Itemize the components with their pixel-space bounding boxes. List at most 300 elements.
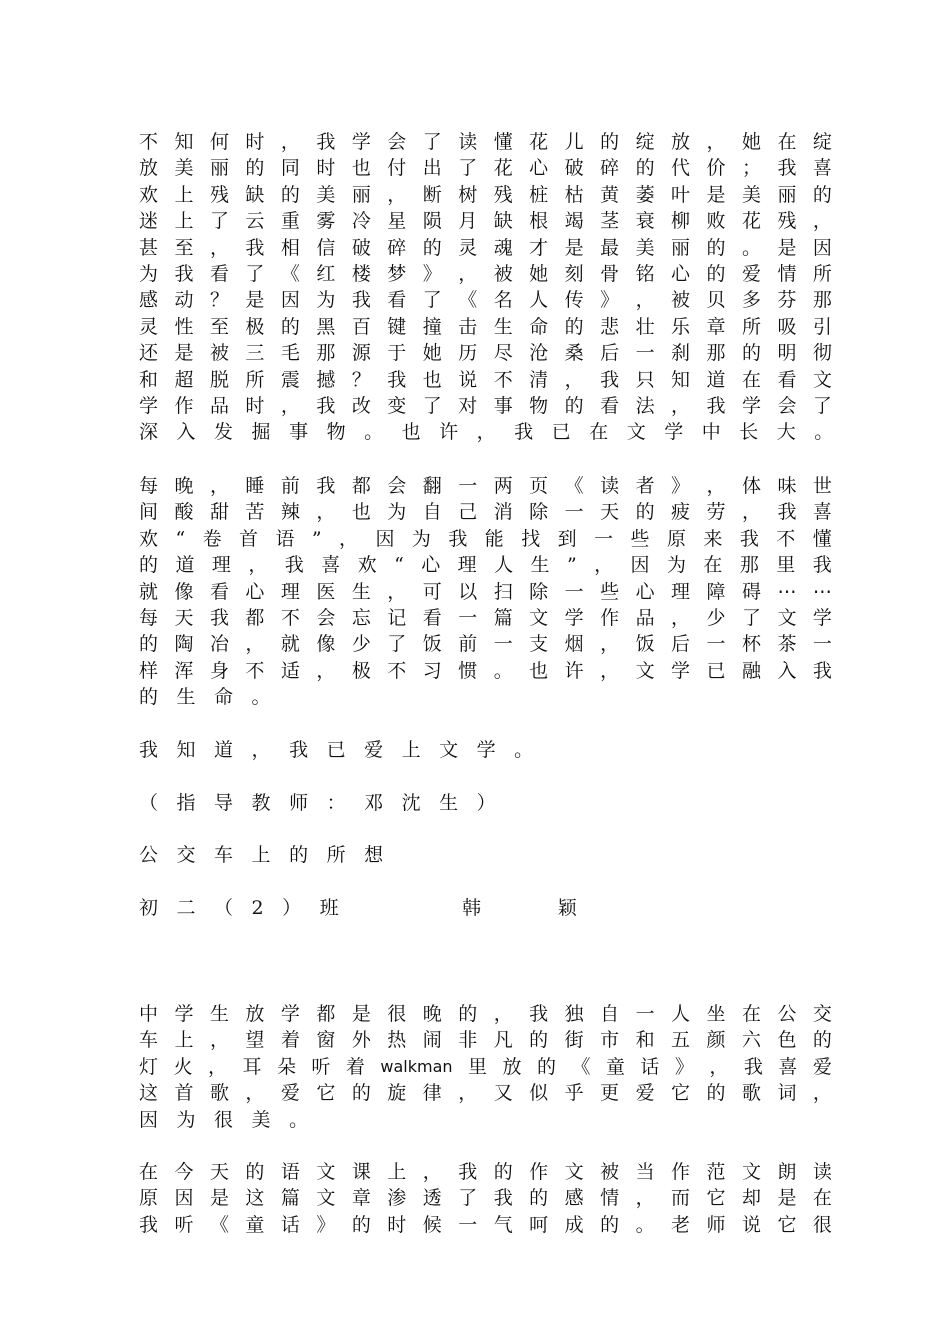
character: 彻 [812, 342, 832, 365]
character: 我 [458, 1161, 478, 1183]
character: 生 [351, 580, 371, 603]
text-line [139, 790, 832, 816]
character: 知 [176, 739, 196, 761]
character: 交 [812, 1003, 832, 1025]
character: 性 [174, 315, 194, 338]
character: 己 [458, 501, 478, 524]
character: 桑 [564, 342, 584, 365]
character: 生 [530, 554, 550, 577]
character: 绽 [812, 131, 832, 153]
character: ， [812, 1082, 832, 1105]
character: 所 [245, 368, 265, 391]
character: 2 [251, 897, 264, 919]
character: 了 [741, 606, 761, 629]
character: 在 [741, 1003, 761, 1025]
text-line [139, 314, 832, 340]
character: 已 [551, 421, 571, 444]
character: 页 [529, 475, 549, 497]
character: 一 [564, 501, 584, 524]
character: 的 [280, 315, 300, 338]
character: 了 [422, 131, 442, 153]
character: 也 [401, 421, 421, 444]
character: 老 [671, 1213, 691, 1236]
character: 法 [635, 394, 655, 417]
character: 习 [422, 659, 442, 682]
character: 的 [635, 157, 655, 180]
character: 是 [245, 289, 265, 312]
character: 找 [521, 527, 541, 550]
character: 桩 [529, 183, 549, 206]
character: 公 [139, 844, 159, 866]
character: 章 [706, 315, 726, 338]
character: 它 [706, 1187, 726, 1210]
character: 欢 [357, 554, 377, 577]
paragraph-5 [139, 1159, 832, 1238]
character: 。 [741, 236, 761, 259]
character: 是 [706, 183, 726, 206]
character: 对 [458, 394, 478, 417]
character: 的 [600, 1213, 620, 1236]
character: 会 [387, 131, 407, 153]
character: 五 [671, 1029, 691, 1052]
character: 原 [666, 527, 686, 550]
character: 心 [635, 580, 655, 603]
character: 是 [777, 236, 797, 259]
character: 的 [706, 262, 726, 285]
character: 都 [351, 475, 371, 497]
character: 市 [600, 1029, 620, 1052]
character: ， [339, 527, 359, 550]
character: ， [387, 580, 407, 603]
character: 撼 [316, 368, 336, 391]
character: 每 [139, 475, 159, 497]
character: 童 [245, 1213, 265, 1236]
character: 文 [439, 739, 459, 761]
character: 我 [316, 475, 336, 497]
character: 被 [671, 289, 691, 312]
character: 所 [326, 844, 346, 866]
character: 丽 [351, 183, 371, 206]
character: 学 [671, 659, 691, 682]
character: ， [671, 394, 691, 417]
character: 的 [351, 1082, 371, 1105]
character: 何 [209, 131, 229, 153]
character: 才 [529, 236, 549, 259]
character: 我 [351, 289, 371, 312]
character: 六 [741, 1029, 761, 1052]
character: 丽 [209, 157, 229, 180]
character: 能 [484, 527, 504, 550]
character: 文 [626, 421, 646, 444]
character: ， [458, 262, 478, 285]
character: 不 [493, 368, 513, 391]
character: 喜 [812, 501, 832, 524]
character: 冷 [351, 210, 371, 233]
character: 文 [741, 1161, 761, 1183]
character: 因 [630, 554, 650, 577]
character: 竭 [564, 210, 584, 233]
character: 萎 [635, 183, 655, 206]
character: 除 [529, 501, 549, 524]
character: 听 [311, 1055, 331, 1078]
character: 的 [536, 1055, 556, 1078]
character: 和 [635, 1029, 655, 1052]
author-byline [139, 895, 832, 921]
character: ； [741, 157, 761, 180]
character: 了 [422, 394, 442, 417]
character: 已 [326, 739, 346, 761]
character: 感 [139, 289, 159, 312]
character: 烟 [564, 633, 584, 656]
character: ， [209, 475, 229, 497]
character: 我 [139, 1213, 159, 1236]
character: 灯 [139, 1055, 159, 1078]
character: 懂 [812, 527, 832, 550]
character: 她 [741, 131, 761, 153]
character: 情 [777, 262, 797, 285]
character: 懂 [493, 131, 513, 153]
character: 作 [671, 1161, 691, 1183]
character: 中 [701, 421, 721, 444]
character: 除 [529, 580, 549, 603]
character: 黑 [316, 315, 336, 338]
character: 败 [706, 210, 726, 233]
character: 的 [564, 315, 584, 338]
character: 也 [351, 157, 371, 180]
character: 看 [600, 394, 620, 417]
character: 我 [174, 262, 194, 285]
character: 大 [776, 421, 796, 444]
character: 时 [245, 131, 265, 153]
byline-line [139, 895, 832, 921]
character: 车 [214, 844, 234, 866]
character: ， [387, 183, 407, 206]
character: 读 [812, 1161, 832, 1183]
character: 甜 [209, 501, 229, 524]
character: 时 [316, 157, 336, 180]
character: 坐 [706, 1003, 726, 1025]
character: 我 [284, 554, 304, 577]
character: 说 [741, 1213, 761, 1236]
character: 学 [351, 131, 371, 153]
character: 自 [422, 501, 442, 524]
character: （ [214, 897, 234, 919]
character: “ [394, 554, 404, 577]
character: 车 [139, 1029, 159, 1052]
character: 劳 [706, 501, 726, 524]
character: 的 [706, 236, 726, 259]
character: ， [741, 501, 761, 524]
character: 碎 [387, 236, 407, 259]
character: 天 [600, 501, 620, 524]
paragraph-4 [139, 1001, 832, 1133]
character: 尽 [493, 342, 513, 365]
character: 喜 [321, 554, 341, 577]
character: 的 [351, 1213, 371, 1236]
character: 独 [564, 1003, 584, 1025]
character: 了 [458, 1187, 478, 1210]
character: 看 [209, 262, 229, 285]
character: 说 [458, 368, 478, 391]
character: 引 [812, 315, 832, 338]
character: 翻 [422, 475, 442, 497]
character: ， [245, 1082, 265, 1105]
character: 气 [493, 1213, 513, 1236]
character: 话 [640, 1055, 660, 1078]
character: 那 [812, 289, 832, 312]
character: 壮 [635, 315, 655, 338]
character: ， [207, 1055, 227, 1078]
character: 作 [529, 1161, 549, 1183]
character: 文 [777, 606, 797, 629]
character: 《 [209, 1213, 229, 1236]
character: 于 [387, 342, 407, 365]
character: 陨 [422, 210, 442, 233]
character: 丽 [671, 236, 691, 259]
character: ， [671, 606, 691, 629]
character: 了 [422, 289, 442, 312]
character: 了 [458, 157, 478, 180]
character: 饭 [635, 633, 655, 656]
character: 浑 [174, 659, 194, 682]
character: 传 [564, 289, 584, 312]
character: 不 [776, 527, 796, 550]
character: 语 [275, 527, 295, 550]
character: ⋯ [812, 580, 832, 603]
character: 的 [564, 394, 584, 417]
character: 同 [280, 157, 300, 180]
character: 惯 [458, 659, 478, 682]
character: 不 [245, 659, 265, 682]
text-line [139, 842, 832, 868]
character: 是 [564, 236, 584, 259]
text-line [139, 235, 832, 261]
character: 键 [387, 315, 407, 338]
character: 作 [174, 394, 194, 417]
character: 名 [493, 289, 513, 312]
character: 文 [812, 368, 832, 391]
character: 街 [564, 1029, 584, 1052]
character: 改 [351, 394, 371, 417]
character: 章 [351, 1187, 371, 1210]
character: 楼 [351, 262, 371, 285]
character: 读 [600, 475, 620, 497]
character: 看 [422, 606, 442, 629]
character: 的 [706, 1082, 726, 1105]
character: 在 [589, 421, 609, 444]
character: 学 [280, 1003, 300, 1025]
character: ， [251, 739, 271, 761]
character: 撞 [422, 315, 442, 338]
character: 极 [351, 659, 371, 682]
character: 《 [571, 1055, 591, 1078]
character: ？ [209, 289, 229, 312]
character: 事 [493, 394, 513, 417]
character: 被 [209, 342, 229, 365]
character: 为 [666, 554, 686, 577]
character: 超 [174, 368, 194, 391]
paragraph-1 [139, 129, 832, 446]
character: 一 [458, 1213, 478, 1236]
text-line [139, 1054, 832, 1080]
character: 的 [600, 131, 620, 153]
character: 我 [493, 1187, 513, 1210]
character: 红 [316, 262, 336, 285]
character: 所 [812, 262, 832, 285]
text-line [139, 737, 832, 763]
character: 看 [387, 289, 407, 312]
character: 疲 [671, 501, 691, 524]
character: 都 [245, 606, 265, 629]
character: 的 [635, 501, 655, 524]
character: 前 [280, 475, 300, 497]
character: 物 [326, 421, 346, 444]
character: ， [209, 236, 229, 259]
character: 作 [600, 606, 620, 629]
character: ， [458, 1082, 478, 1105]
character: 童 [605, 1055, 625, 1078]
character: ， [209, 1029, 229, 1052]
character: 爱 [741, 262, 761, 285]
character: 冶 [209, 633, 229, 656]
character: ， [600, 633, 620, 656]
character: 乎 [564, 1082, 584, 1105]
character: 导 [214, 792, 234, 814]
character: 花 [741, 210, 761, 233]
text-line [139, 208, 832, 234]
character: 她 [422, 342, 442, 365]
character: 呵 [529, 1213, 549, 1236]
character: 丽 [777, 183, 797, 206]
text-line [139, 129, 832, 155]
character: 刹 [671, 342, 691, 365]
character: 。 [251, 686, 271, 709]
character: 因 [375, 527, 395, 550]
character: 茶 [777, 633, 797, 656]
character: 篇 [280, 1187, 300, 1210]
character: 这 [245, 1187, 265, 1210]
character: 我 [209, 606, 229, 629]
character: 的 [245, 157, 265, 180]
character: 理 [211, 554, 231, 577]
character: 的 [529, 1029, 549, 1052]
character: 旋 [387, 1082, 407, 1105]
character: 深 [139, 421, 159, 444]
character: 的 [289, 844, 309, 866]
character: 的 [493, 1161, 513, 1183]
character: ⋯ [777, 580, 797, 603]
character: 被 [600, 1161, 620, 1183]
character: 的 [812, 183, 832, 206]
character: ： [326, 792, 346, 814]
character: 变 [387, 394, 407, 417]
character: 交 [176, 844, 196, 866]
character: 乐 [671, 315, 691, 338]
character: 又 [493, 1082, 513, 1105]
character: 情 [600, 1187, 620, 1210]
character: 词 [777, 1082, 797, 1105]
character: 已 [706, 659, 726, 682]
character: 爱 [812, 1055, 832, 1078]
character: ， [316, 501, 336, 524]
character: ” [566, 554, 577, 577]
character: 叶 [671, 183, 691, 206]
character: 歌 [741, 1082, 761, 1105]
character: 了 [812, 394, 832, 417]
character: 心 [529, 157, 549, 180]
character: 。 [289, 1108, 309, 1131]
text-line [139, 1185, 832, 1211]
character: 星 [387, 210, 407, 233]
character: 品 [635, 606, 655, 629]
character: 道 [706, 368, 726, 391]
character: 衰 [635, 210, 655, 233]
character: 一 [635, 1003, 655, 1025]
character: 忘 [351, 606, 371, 629]
character: 晚 [174, 475, 194, 497]
character: 我 [316, 131, 336, 153]
character: 的 [139, 686, 159, 709]
character: ， [316, 659, 336, 682]
character: 树 [458, 183, 478, 206]
character: 魂 [493, 236, 513, 259]
character: 碎 [600, 157, 620, 180]
character: 品 [209, 394, 229, 417]
character: 我 [739, 527, 759, 550]
essay-title [139, 842, 832, 868]
character: 它 [777, 1213, 797, 1236]
character: 因 [812, 236, 832, 259]
character: 源 [351, 342, 371, 365]
character: 我 [245, 236, 265, 259]
character: 一 [594, 527, 614, 550]
character: 我 [600, 368, 620, 391]
character: 贝 [706, 289, 726, 312]
character: 缺 [493, 210, 513, 233]
character: 枯 [564, 183, 584, 206]
character: 晚 [422, 1003, 442, 1025]
character: 而 [671, 1187, 691, 1210]
character: 学 [174, 1003, 194, 1025]
character: 一 [458, 606, 478, 629]
character: 文 [316, 1161, 336, 1183]
character: 悲 [600, 315, 620, 338]
character: 美 [316, 183, 336, 206]
character: 》 [600, 289, 620, 312]
character: ， [635, 1187, 655, 1210]
character: 像 [174, 580, 194, 603]
character: 会 [777, 394, 797, 417]
character: 师 [289, 792, 309, 814]
character: 灵 [139, 315, 159, 338]
author-name-second [558, 895, 596, 921]
character: 支 [529, 633, 549, 656]
character: 陶 [174, 633, 194, 656]
character: “ [175, 527, 186, 550]
character: 的 [458, 1003, 478, 1025]
character: 学 [139, 394, 159, 417]
character: ， [280, 131, 300, 153]
character: 候 [422, 1213, 442, 1236]
character: 教 [251, 792, 271, 814]
character: ， [493, 1003, 513, 1025]
character: 身 [209, 659, 229, 682]
character: 沈 [401, 792, 421, 814]
character: 。 [364, 421, 384, 444]
character: 上 [387, 1161, 407, 1183]
character: 脱 [209, 368, 229, 391]
character: ， [422, 1161, 442, 1183]
